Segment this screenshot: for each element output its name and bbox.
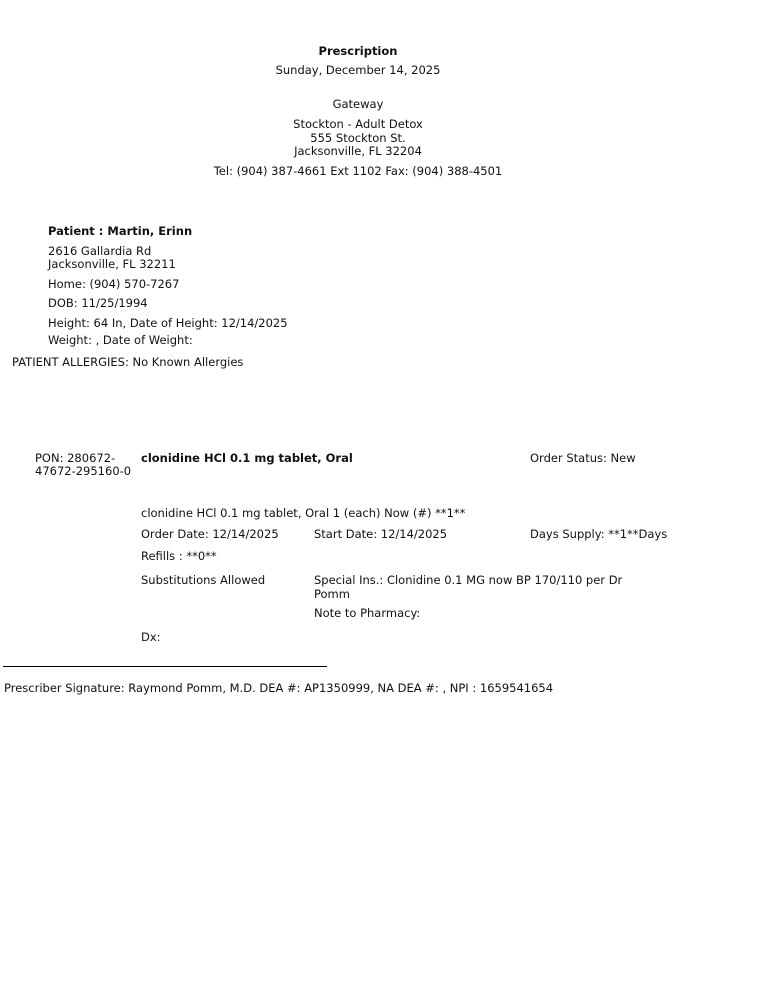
- patient-address-line2: Jacksonville, FL 32211: [48, 257, 176, 271]
- note-to-pharmacy: Note to Pharmacy:: [314, 606, 421, 620]
- patient-address-line1: 2616 Gallardia Rd: [48, 244, 152, 258]
- facility-address-line2: Jacksonville, FL 32204: [294, 144, 422, 158]
- organization-name: Gateway: [332, 97, 384, 111]
- patient-home-phone: Home: (904) 570-7267: [48, 277, 180, 291]
- patient-weight: Weight: , Date of Weight:: [48, 333, 193, 347]
- diagnosis: Dx:: [141, 630, 161, 644]
- start-date: Start Date: 12/14/2025: [314, 527, 448, 541]
- patient-allergies: PATIENT ALLERGIES: No Known Allergies: [12, 355, 244, 369]
- refills: Refills : **0**: [141, 549, 217, 563]
- patient-dob: DOB: 11/25/1994: [48, 296, 148, 310]
- substitutions: Substitutions Allowed: [141, 573, 266, 587]
- facility-name: Stockton - Adult Detox: [293, 117, 423, 131]
- page-title: Prescription: [318, 44, 398, 58]
- drug-name: clonidine HCl 0.1 mg tablet, Oral: [141, 451, 353, 465]
- order-date: Order Date: 12/14/2025: [141, 527, 279, 541]
- facility-phone-fax: Tel: (904) 387-4661 Ext 1102 Fax: (904) 388-4501: [213, 164, 503, 178]
- sig-line: clonidine HCl 0.1 mg tablet, Oral 1 (each) Now (#) **1**: [141, 506, 466, 520]
- special-instructions: Special Ins.: Clonidine 0.1 MG now BP 170/110 per Dr Pomm: [314, 573, 623, 601]
- prescriber-signature: Prescriber Signature: Raymond Pomm, M.D. DEA #: AP1350999, NA DEA #: , NPI : 1659541654: [4, 681, 554, 695]
- patient-height: Height: 64 In, Date of Height: 12/14/2025: [48, 316, 288, 330]
- order-status: Order Status: New: [530, 451, 636, 465]
- prescription-date: Sunday, December 14, 2025: [275, 63, 441, 77]
- facility-address-line1: 555 Stockton St.: [310, 131, 406, 145]
- signature-line: [3, 666, 327, 667]
- patient-name: Patient : Martin, Erinn: [48, 224, 193, 238]
- days-supply: Days Supply: **1**Days: [530, 527, 668, 541]
- pon-line2: 47672-295160-0: [35, 464, 132, 478]
- pon-line1: PON: 280672-: [35, 451, 116, 465]
